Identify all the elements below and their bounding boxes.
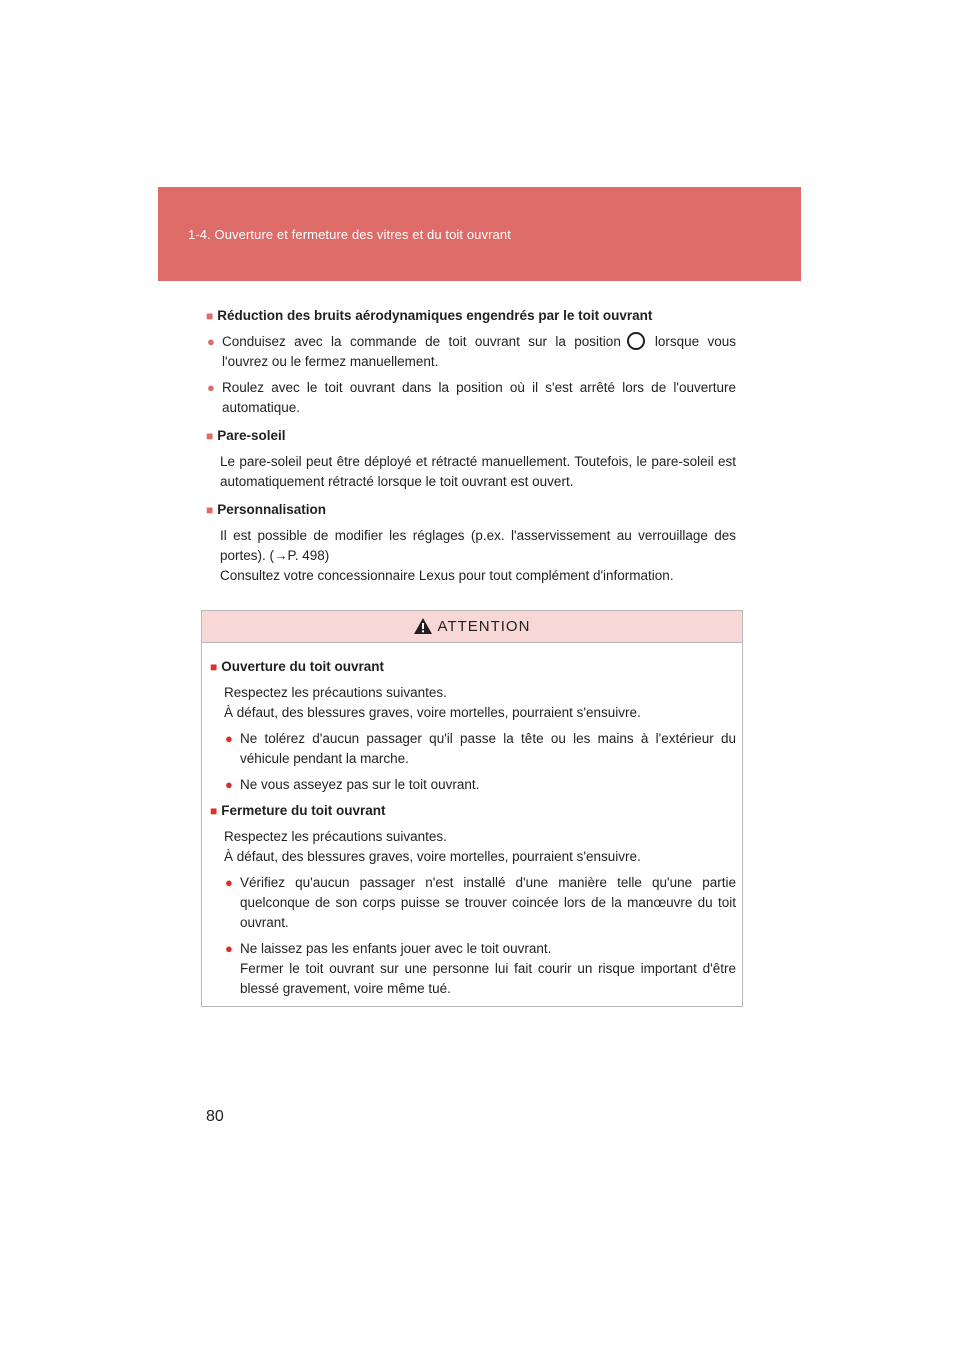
page-number: 80 <box>206 1108 224 1125</box>
square-bullet-icon: ■ <box>210 804 218 818</box>
main-content <box>206 306 736 586</box>
square-bullet-icon: ■ <box>210 660 218 674</box>
note-heading <box>206 306 736 326</box>
warning-bullet-text: Fermer le toit ouvrant sur une personne lui fait courir un risque important d'être blessé gravement, voire même tué. <box>240 961 736 996</box>
note-heading-text: Réduction des bruits aérodynamiques engendrés par le toit ouvrant <box>217 308 653 323</box>
warning-heading <box>210 801 736 821</box>
warning-intro-line: Respectez les précautions suivantes. <box>224 685 447 700</box>
warning-intro-line: À défaut, des blessures graves, voire mortelles, pourraient s'ensuivre. <box>224 705 641 720</box>
warning-title: ATTENTION <box>437 618 531 635</box>
note-heading <box>206 500 736 520</box>
square-bullet-icon: ■ <box>206 503 214 517</box>
section-header-band <box>158 187 801 281</box>
dot-bullet-icon: ● <box>225 941 233 956</box>
warning-intro-line: À défaut, des blessures graves, voire mortelles, pourraient s'ensuivre. <box>224 849 641 864</box>
note-heading <box>206 426 736 446</box>
dot-bullet-icon: ● <box>225 777 233 792</box>
dot-bullet-icon: ● <box>207 380 215 395</box>
note-text <box>206 526 736 586</box>
note-text-line: Il est possible de modifier les réglages (p.ex. l'asservissement au verrouillage des portes). (→P. 498) <box>220 528 736 563</box>
warning-intro-line: Respectez les précautions suivantes. <box>224 829 447 844</box>
warning-heading <box>210 657 736 677</box>
note-heading-text: Personnalisation <box>217 502 327 517</box>
warning-heading-text: Ouverture du toit ouvrant <box>221 659 385 674</box>
warning-intro <box>210 827 736 867</box>
warning-intro <box>210 683 736 723</box>
warning-bullet <box>224 939 736 999</box>
square-bullet-icon: ■ <box>206 429 214 443</box>
note-text-line: Consultez votre concessionnaire Lexus pour tout complément d'information. <box>220 568 674 583</box>
warning-header <box>202 611 742 643</box>
section-title: 1-4. Ouverture et fermeture des vitres et du toit ouvrant <box>188 227 511 242</box>
note-bullet-text: lorsque vous l'ouvrez ou le fermez manuellement. <box>222 334 736 369</box>
dot-bullet-icon: ● <box>207 334 215 349</box>
warning-bullet <box>224 775 736 795</box>
note-bullet-text: Conduisez avec la commande de toit ouvrant sur la position <box>222 334 621 349</box>
note-heading-text: Pare-soleil <box>217 428 286 443</box>
warning-bullet <box>224 729 736 769</box>
warning-body <box>202 643 742 999</box>
circle-knob-icon <box>627 332 645 350</box>
warning-bullet-text: Ne laissez pas les enfants jouer avec le toit ouvrant. <box>240 941 552 956</box>
warning-bullet <box>224 873 736 933</box>
warning-box <box>201 610 743 1007</box>
warning-bullet-text: Ne vous asseyez pas sur le toit ouvrant. <box>240 777 480 792</box>
warning-bullet-text: Vérifiez qu'aucun passager n'est installé d'une manière telle qu'une partie quelconque de son corps puisse se trouver coincée lors de la manœuvre du toit ouvrant. <box>240 875 736 930</box>
warning-bullet-text: Ne tolérez d'aucun passager qu'il passe la tête ou les mains à l'extérieur du véhicule pendant la marche. <box>240 731 736 766</box>
dot-bullet-icon: ● <box>225 875 233 890</box>
note-text: Le pare-soleil peut être déployé et rétracté manuellement. Toutefois, le pare-soleil est automatiquement rétracté lorsque le toit ouvrant est ouvert. <box>220 454 736 489</box>
warning-triangle-icon <box>414 614 432 645</box>
note-bullet <box>206 332 736 372</box>
dot-bullet-icon: ● <box>225 731 233 746</box>
square-bullet-icon: ■ <box>206 309 214 323</box>
warning-heading-text: Fermeture du toit ouvrant <box>221 803 386 818</box>
note-bullet-text: Roulez avec le toit ouvrant dans la position où il s'est arrêté lors de l'ouverture automatique. <box>222 380 736 415</box>
note-bullet <box>206 378 736 418</box>
